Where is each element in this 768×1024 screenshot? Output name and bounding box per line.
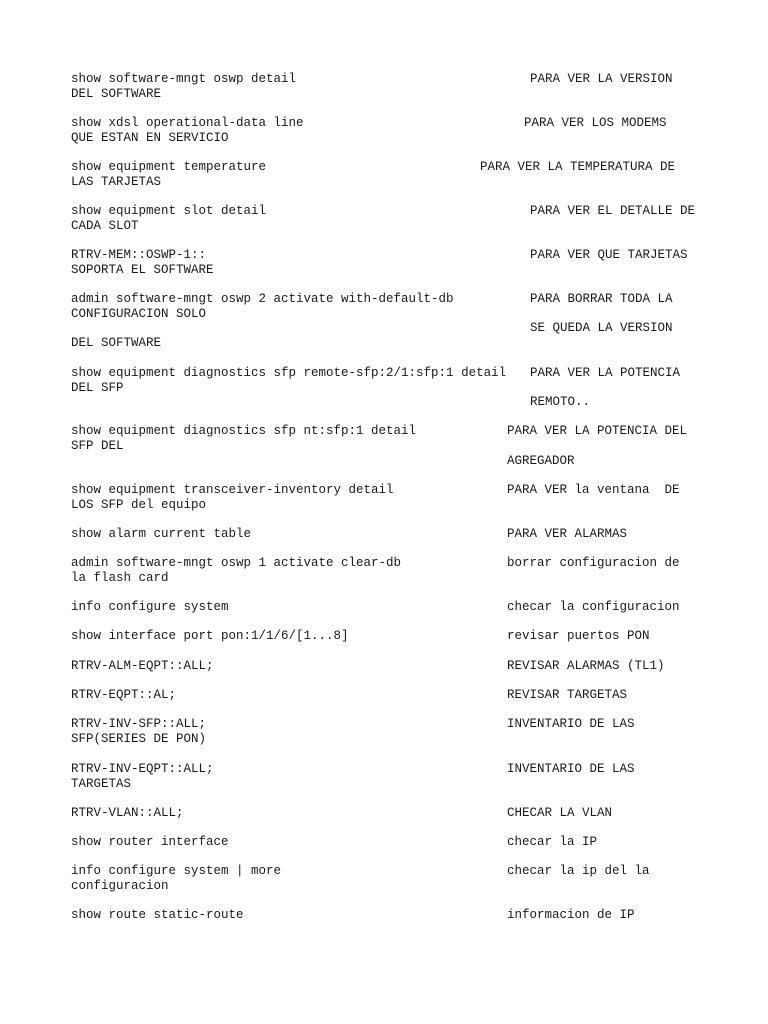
continuation-text: la flash card <box>71 571 169 585</box>
command-text: RTRV-INV-SFP::ALL; <box>71 717 207 731</box>
continuation-line <box>71 87 748 102</box>
description-text: checar la ip del la <box>507 864 650 878</box>
command-line <box>71 835 748 850</box>
command-line <box>71 629 748 644</box>
command-text: show xdsl operational-data line <box>71 116 304 130</box>
continuation-line <box>71 777 748 792</box>
command-line <box>71 116 748 131</box>
command-text: info configure system <box>71 600 229 614</box>
extra-description-line <box>71 321 748 336</box>
continuation-line <box>71 219 748 234</box>
description-text: PARA VER EL DETALLE DE <box>530 204 696 218</box>
description-text: INVENTARIO DE LAS <box>507 717 635 731</box>
continuation-text: TARGETAS <box>71 777 132 791</box>
extra-description-text: AGREGADOR <box>507 454 575 468</box>
description-text: checar la configuracion <box>507 600 680 614</box>
command-line <box>71 864 748 879</box>
description-text: INVENTARIO DE LAS <box>507 762 635 776</box>
continuation-text: QUE ESTAN EN SERVICIO <box>71 131 229 145</box>
command-text: show equipment slot detail <box>71 204 267 218</box>
command-text: RTRV-VLAN::ALL; <box>71 806 184 820</box>
continuation-text: LOS SFP del equipo <box>71 498 207 512</box>
command-line <box>71 688 748 703</box>
description-text: PARA VER LA TEMPERATURA DE <box>480 160 676 174</box>
continuation-line <box>71 263 748 278</box>
continuation-text: LAS TARJETAS <box>71 175 162 189</box>
command-text: show router interface <box>71 835 229 849</box>
extra-description-line <box>71 395 748 410</box>
continuation-line <box>71 732 748 747</box>
continuation-line <box>71 381 748 396</box>
description-text: revisar puertos PON <box>507 629 650 643</box>
command-text: show equipment diagnostics sfp remote-sfp:2/1:sfp:1 detail <box>71 366 507 380</box>
command-line <box>71 806 748 821</box>
command-line <box>71 762 748 777</box>
extra-description-line <box>71 454 748 469</box>
continuation-line <box>71 307 748 322</box>
command-line <box>71 292 748 307</box>
continuation-text: DEL SFP <box>71 381 124 395</box>
command-text: info configure system | more <box>71 864 282 878</box>
description-text: checar la IP <box>507 835 598 849</box>
command-text: RTRV-MEM::OSWP-1:: <box>71 248 207 262</box>
continuation-text: CADA SLOT <box>71 219 139 233</box>
command-text: admin software-mngt oswp 2 activate with-default-db <box>71 292 454 306</box>
command-line <box>71 160 748 175</box>
continuation-line <box>71 439 748 454</box>
command-text: RTRV-EQPT::AL; <box>71 688 177 702</box>
description-text: PARA VER LOS MODEMS <box>524 116 667 130</box>
description-text: REVISAR TARGETAS <box>507 688 628 702</box>
command-line <box>71 908 748 923</box>
command-line <box>71 483 748 498</box>
description-text: PARA VER LA POTENCIA <box>530 366 681 380</box>
continuation-text: SFP(SERIES DE PON) <box>71 732 207 746</box>
command-line <box>71 204 748 219</box>
extra-description-text: SE QUEDA LA VERSION <box>530 321 673 335</box>
description-text: PARA VER la ventana DE <box>507 483 680 497</box>
description-text: CHECAR LA VLAN <box>507 806 613 820</box>
command-text: show equipment temperature <box>71 160 267 174</box>
description-text: PARA VER LA VERSION <box>530 72 673 86</box>
continuation-line <box>71 571 748 586</box>
command-line <box>71 717 748 732</box>
continuation-line <box>71 498 748 513</box>
command-text: show route static-route <box>71 908 244 922</box>
command-text: RTRV-ALM-EQPT::ALL; <box>71 659 214 673</box>
command-line <box>71 659 748 674</box>
extra-continuation-text: DEL SOFTWARE <box>71 336 162 350</box>
command-text: admin software-mngt oswp 1 activate clear-db <box>71 556 402 570</box>
continuation-text: SFP DEL <box>71 439 124 453</box>
command-line <box>71 366 748 381</box>
description-text: informacion de IP <box>507 908 635 922</box>
continuation-line <box>71 175 748 190</box>
command-text: show software-mngt oswp detail <box>71 72 297 86</box>
command-line <box>71 556 748 571</box>
continuation-text: DEL SOFTWARE <box>71 87 162 101</box>
command-line <box>71 72 748 87</box>
description-text: REVISAR ALARMAS (TL1) <box>507 659 665 673</box>
description-text: borrar configuracion de <box>507 556 680 570</box>
command-text: show alarm current table <box>71 527 252 541</box>
continuation-line <box>71 879 748 894</box>
continuation-text: SOPORTA EL SOFTWARE <box>71 263 214 277</box>
continuation-line <box>71 336 748 351</box>
description-text: PARA BORRAR TODA LA <box>530 292 673 306</box>
command-text: show equipment diagnostics sfp nt:sfp:1 detail <box>71 424 417 438</box>
continuation-text: CONFIGURACION SOLO <box>71 307 207 321</box>
description-text: PARA VER QUE TARJETAS <box>530 248 688 262</box>
command-line <box>71 600 748 615</box>
continuation-line <box>71 131 748 146</box>
command-text: show equipment transceiver-inventory detail <box>71 483 394 497</box>
description-text: PARA VER ALARMAS <box>507 527 628 541</box>
command-line <box>71 527 748 542</box>
continuation-text: configuracion <box>71 879 169 893</box>
command-text: RTRV-INV-EQPT::ALL; <box>71 762 214 776</box>
extra-description-text: REMOTO.. <box>530 395 591 409</box>
command-line <box>71 424 748 439</box>
command-line <box>71 248 748 263</box>
command-text: show interface port pon:1/1/6/[1...8] <box>71 629 349 643</box>
description-text: PARA VER LA POTENCIA DEL <box>507 424 688 438</box>
